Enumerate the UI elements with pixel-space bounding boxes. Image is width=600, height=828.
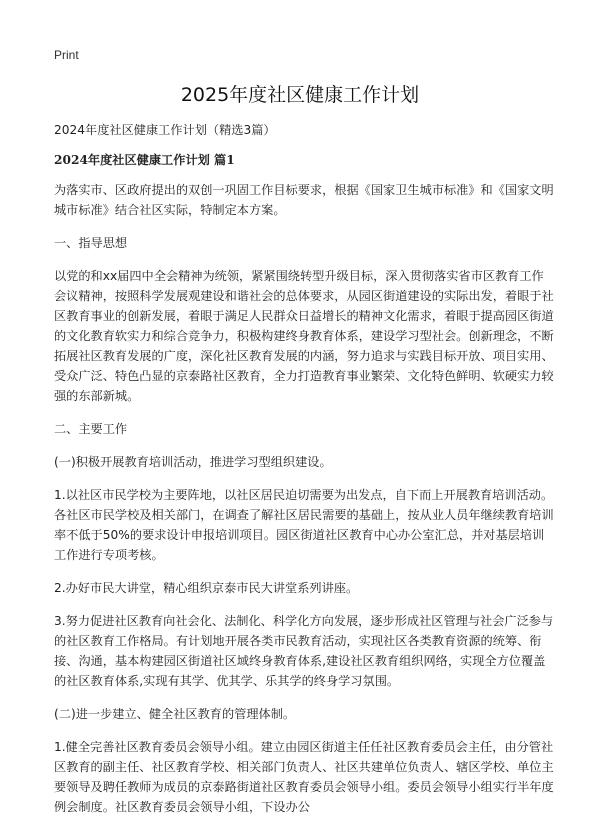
- list-item-4: 1.健全完善社区教育委员会领导小组。建立由园区街道主任任社区教育委员会主任，由分管社区教育的副主任、社区教育学校、相关部门负责人、社区共建单位负责人、辖区学校、单位主要领导及聘任教师为成员的京泰路街道社区教育委员会领导小组。委员会领导小组实行半年度例会制度。社区教育委员会领导小组，下设办公: [54, 740, 554, 814]
- subheading-management: (二)进一步建立、健全社区教育的管理体制。: [54, 707, 296, 721]
- heading-main-work: 二、主要工作: [54, 422, 128, 436]
- document-subtitle: 2024年度社区健康工作计划（精选3篇）: [54, 123, 276, 137]
- page-title: 2025年度社区健康工作计划: [180, 84, 420, 106]
- list-item-1: 1.以社区市民学校为主要阵地，以社区居民迫切需要为出发点，自下而上开展教育培训活动。各社区市民学校及相关部门，在调查了解社区居民需要的基础上，按从业人员年继续教育培训率不低于50%的要求设计申报培训项目。园区街道社区教育中心办公室汇总，并对基层培训工作进行专项考核。: [54, 488, 554, 562]
- heading-guiding-ideology: 一、指导思想: [54, 236, 128, 250]
- list-item-2: 2.办好市民大讲堂，精心组织京泰市民大讲堂系列讲座。: [54, 581, 359, 595]
- print-link[interactable]: Print: [54, 48, 79, 62]
- document-body: [54, 120, 554, 828]
- section-heading: 2024年度社区健康工作计划 篇1: [54, 153, 235, 167]
- intro-paragraph: 为落实市、区政府提出的双创一巩固工作目标要求，根据《国家卫生城市标准》和《国家文明城市标准》结合社区实际，特制定本方案。: [54, 183, 554, 217]
- guiding-ideology-paragraph: 以党的和xx届四中全会精神为统领，紧紧围绕转型升级目标，深入贯彻落实省市区教育工作会议精神，按照科学发展观建设和谐社会的总体要求，从园区街道建设的实际出发，着眼于社区教育事业的创新发展，着眼于满足人民群众日益增长的精神文化需求，着眼于提高园区街道的文化教育软实力和综合竞争力，积极构建终身教育体系，建设学习型社会。创新理念，不断拓展社区教育发展的广度，深化社区教育发展的内涵，努力追求与实践目标开放、项目实用、受众广泛、特色凸显的京泰路社区教育，全力打造教育事业繁荣、文化特色鲜明、软硬实力较强的东部新城。: [54, 269, 554, 403]
- subheading-training: (一)积极开展教育培训活动，推进学习型组织建设。: [54, 455, 332, 469]
- list-item-3: 3.努力促进社区教育向社会化、法制化、科学化方向发展，逐步形成社区管理与社会广泛参与的社区教育工作格局。有计划地开展各类市民教育活动，实现社区各类教育资源的统筹、衔接、沟通，基本构建园区街道社区域终身教育体系,建设社区教育组织网络，实现全方位覆盖的社区教育体系,实现有其学、优其学、乐其学的终身学习氛围。: [54, 614, 554, 688]
